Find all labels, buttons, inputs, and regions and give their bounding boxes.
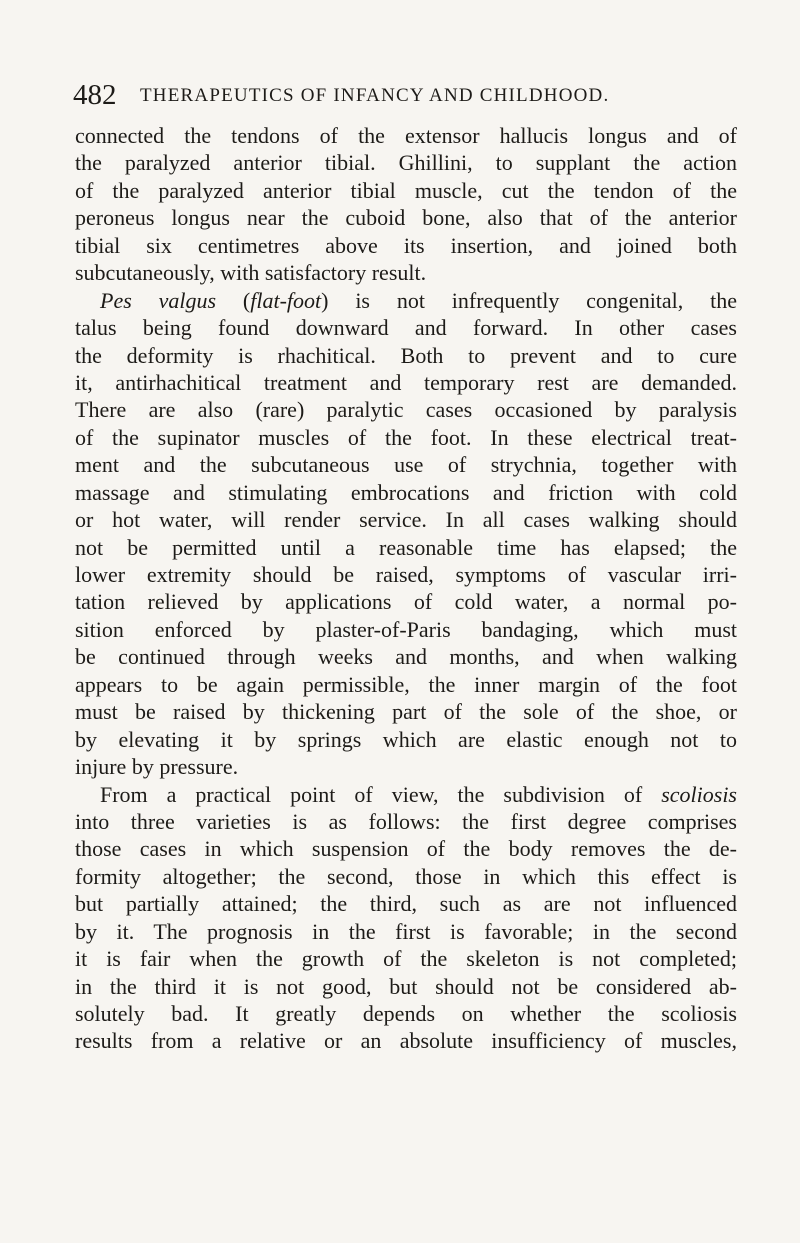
term-scoliosis: scoliosis [661, 781, 737, 807]
text-line: must be raised by thickening part of the sole of the shoe, or [75, 699, 737, 725]
text-line: solutely bad. It greatly depends on whether the scoliosis [75, 1001, 737, 1026]
text-line: connected the tendons of the extensor hallucis longus and of [75, 123, 737, 148]
text-segment: ) is not infrequently congenital, the [321, 287, 738, 313]
text-line: results from a relative or an absolute insufficiency of muscles, [75, 1028, 737, 1054]
text-line: not be permitted until a reasonable time has elapsed; the [75, 534, 737, 560]
text-line: injure by pressure. [75, 754, 239, 780]
text-line: it, antirhachitical treatment and temporary rest are demanded. [75, 369, 737, 395]
page-number: 482 [73, 79, 117, 111]
text-line: massage and stimulating embrocations and friction with cold [75, 479, 737, 505]
text-line: into three varieties is as follows: the first degree comprises [75, 808, 737, 834]
text-line: by it. The prognosis in the first is favorable; in the second [75, 918, 737, 944]
text-segment: From a practical point of view, the subdivision of [100, 781, 662, 807]
text-line: lower extremity should be raised, symptoms of vascular irri- [75, 562, 737, 587]
text-line: the deformity is rhachitical. Both to prevent and to cure [75, 342, 737, 368]
term-flat-foot: flat-foot [250, 287, 322, 313]
text-line: or hot water, will render service. In all cases walking should [75, 507, 737, 533]
text-line: peroneus longus near the cuboid bone, also that of the anterior [75, 205, 737, 231]
text-line: There are also (rare) paralytic cases occasioned by paralysis [75, 397, 737, 423]
text-line: sition enforced by plaster-of-Paris bandaging, which must [75, 616, 737, 642]
text-line: be continued through weeks and months, and when walking [75, 644, 737, 670]
running-head [73, 80, 733, 110]
text-line-pes-valgus [75, 287, 737, 314]
text-line: talus being found downward and forward. In other cases [75, 315, 737, 341]
text-line: of the supinator muscles of the foot. In these electrical treat- [75, 424, 737, 450]
text-segment: ( [216, 287, 251, 313]
running-title: THERAPEUTICS OF INFANCY AND CHILDHOOD. [140, 85, 610, 106]
text-line: formity altogether; the second, those in which this effect is [75, 863, 737, 889]
text-line: ment and the subcutaneous use of strychnia, together with [75, 452, 737, 478]
term-pes-valgus: Pes valgus [100, 287, 217, 313]
text-line: the paralyzed anterior tibial. Ghillini, to supplant the action [75, 150, 737, 176]
text-line: tibial six centimetres above its insertion, and joined both [75, 232, 737, 258]
text-line: those cases in which suspension of the body removes the de- [75, 836, 737, 862]
text-line: in the third it is not good, but should not be considered ab- [75, 973, 737, 999]
text-line: subcutaneously, with satisfactory result. [75, 260, 427, 286]
text-line: of the paralyzed anterior tibial muscle, cut the tendon of the [75, 177, 737, 203]
text-line: it is fair when the growth of the skeleton is not completed; [75, 946, 737, 972]
text-line: tation relieved by applications of cold water, a normal po- [75, 589, 737, 615]
body-text [75, 122, 737, 1055]
text-line: appears to be again permissible, the inner margin of the foot [75, 671, 737, 697]
text-line: but partially attained; the third, such as are not influenced [75, 891, 737, 917]
text-line-scoliosis [75, 781, 737, 808]
text-line: by elevating it by springs which are elastic enough not to [75, 726, 737, 752]
